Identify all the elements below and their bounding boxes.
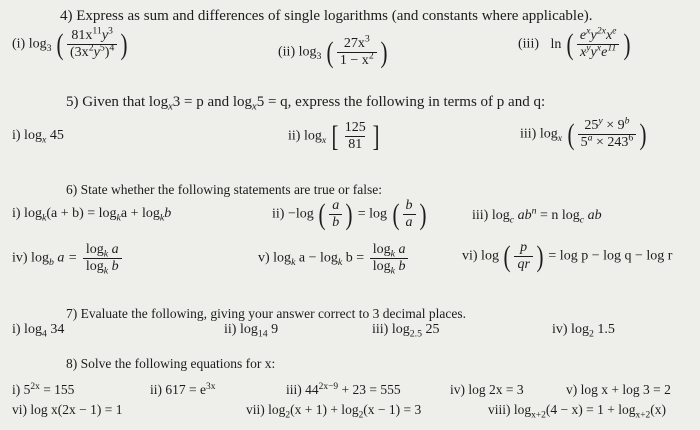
paren-left: ( [566, 27, 574, 61]
q8-item-ii: ii) $617 = e^{3x}$ [150, 381, 216, 397]
q5-ii-fraction: $\frac{125}{81}$ [344, 120, 366, 153]
paren-left: ( [318, 197, 326, 231]
q4-iii-ln: ln [550, 36, 562, 52]
q8-title: 8) Solve the following equations for x: [66, 356, 276, 371]
paren-right: ) [419, 197, 427, 231]
q4-title: 4) Express as sum and differences of single logarithms (and constants where applicable). [60, 8, 593, 24]
q6-iv-fraction: $\frac{\log_k a}{\log_k b}$ [83, 242, 122, 275]
q4-i-label: (i) [12, 36, 26, 52]
paren-left: ( [326, 35, 334, 69]
q5-item-i: i) $\log_x 45$ [12, 128, 64, 146]
q4-i-log: log [28, 36, 47, 52]
paren-right: ) [120, 27, 128, 61]
q4-i-fraction: $\frac{81x^{11}y^3}{(3x^2y^5)^4}$ [67, 28, 117, 61]
paren-left: ( [503, 239, 511, 273]
q6-title: 6) State whether the following statements are true or false: [66, 182, 383, 197]
bracket-right: ] [372, 119, 380, 153]
q7-item-iv: iv) $\log_2 1.5$ [552, 322, 615, 340]
paren-right: ) [345, 197, 353, 231]
paren-right: ) [536, 239, 544, 273]
paren-left: ( [392, 197, 400, 231]
q4-item-ii [278, 33, 389, 69]
q6-item-i: i) $\log_k(a + b) = \log_ka + \log_kb$ [12, 206, 172, 224]
q7-item-ii: ii) $\log_{14} 9$ [224, 322, 279, 340]
q7-item-i: i) $\log_4 34$ [12, 322, 65, 340]
q4-i-base: 3 [46, 43, 52, 55]
q4-ii-fraction: $\frac{27x^3}{1 - x^2}$ [337, 36, 377, 69]
q7-item-iii: iii) $\log_{2.5} 25$ [372, 322, 440, 340]
q5-item-ii: ii) $\log_x$ [ $\frac{125}{81}$ ] [288, 119, 380, 153]
q4-item-iii [518, 25, 632, 61]
q4-item-i [12, 25, 129, 61]
bracket-left: [ [331, 119, 339, 153]
q4-ii-base: 3 [316, 51, 322, 63]
q4-ii-label: (ii) [278, 44, 296, 60]
q4-ii-log: log [298, 44, 317, 60]
q8-item-iv: iv) log 2x = 3 [450, 382, 524, 397]
q6-item-ii: ii) −log ( $\frac{a}{b}$ ) = log ( $\frac{b}{a}$ ) [272, 197, 427, 231]
q5-iii-fraction: $\frac{25^y \times 9^b}{5^a \times 243^6}$ [578, 118, 637, 151]
q6-item-v: v) $\log_k a - \log_k b$ = $\frac{\log_k a}{\log_k b}$ [258, 242, 410, 275]
q8-item-iii: iii) $44^{2x-9} + 23 = 555$ [286, 381, 401, 397]
q7-title: 7) Evaluate the following, giving your answer correct to 3 decimal places. [66, 306, 466, 321]
q8-item-v: v) log x + log 3 = 2 [566, 382, 671, 397]
q5-title: 5) Given that $\log_x3 = p$ and $\log_x5 = q$, express the following in terms of p and q: [66, 94, 546, 113]
q8-item-vii: vii) $\log_2(x + 1) + \log_2(x - 1) = 3$ [246, 402, 422, 421]
paren-right: ) [380, 35, 388, 69]
q8-item-i: i) $5^{2x} = 155$ [12, 381, 75, 397]
paren-left: ( [567, 117, 575, 151]
q6-item-iii: iii) $\log_c ab^n = n$ $\log_c$ ab [472, 205, 602, 226]
q6-item-iv: iv) $\log_b a$ = $\frac{\log_k a}{\log_k b}$ [12, 242, 124, 275]
paren-right: ) [623, 27, 631, 61]
q6-item-vi: vi) log ( $\frac{p}{qr}$ ) = log p − log q − log r [462, 239, 673, 273]
q8-item-viii: viii) $\log_{x+2}(4 - x) = 1 + \log_{x+2}(x)$ [488, 402, 666, 421]
q5-item-iii: iii) $\log_x$ ( $\frac{25^y \times 9^b}{5^a \times 243^6}$ ) [520, 115, 647, 151]
paren-right: ) [639, 117, 647, 151]
paren-left: ( [56, 27, 64, 61]
q4-iii-fraction: $\frac{e^xy^{2x}x^e}{x^yy^xe^{11}}$ [577, 28, 620, 61]
q4-iii-label: (iii) [518, 36, 539, 52]
q6-v-fraction: $\frac{\log_k a}{\log_k b}$ [370, 242, 409, 275]
q8-item-vi: vi) log x(2x − 1) = 1 [12, 402, 123, 417]
